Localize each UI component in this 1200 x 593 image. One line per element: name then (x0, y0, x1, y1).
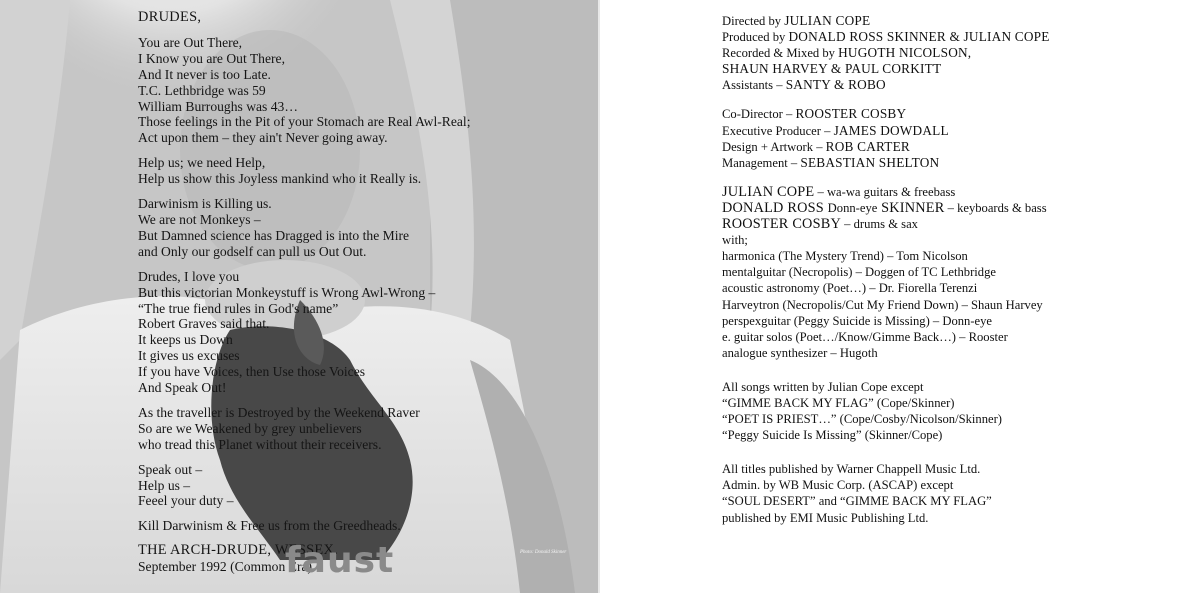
member-name: JULIAN COPE (722, 183, 815, 200)
stanza (138, 35, 578, 146)
stanza (138, 518, 578, 534)
credit-line (722, 77, 1182, 93)
guest-line: e. guitar solos (Poet…/Know/Gimme Back…) – Rooster (722, 329, 1008, 344)
credit-role: Design + Artwork – (722, 139, 826, 154)
credit-name: SEBASTIAN SHELTON (800, 154, 940, 170)
credit-role: Directed by (722, 14, 785, 28)
manifesto-line: Drudes, I love you (138, 268, 240, 284)
guest-line: analogue synthesizer – Hugoth (722, 345, 878, 360)
with-label: with; (722, 233, 748, 248)
manifesto-line: Help us – (138, 477, 191, 493)
credit-name: JULIAN COPE (784, 13, 871, 28)
left-panel (0, 0, 598, 593)
manifesto-line: We are not Monkeys – (138, 211, 261, 227)
manifesto-line: Feeel your duty – (138, 493, 234, 509)
guest-line: perspexguitar (Peggy Suicide is Missing) – Donn-eye (722, 313, 993, 328)
signature-date: September 1992 (Common Era) (138, 559, 313, 575)
band-credits (722, 184, 1182, 361)
manifesto-line: William Burroughs was 43… (138, 98, 298, 114)
member-role: – drums & sax (841, 217, 918, 232)
songwriting-line: “Peggy Suicide Is Missing” (Skinner/Cope) (722, 428, 943, 443)
photo-credit: Photo: Donald Skinner (520, 550, 567, 555)
manifesto-line: Speak out – (138, 461, 203, 477)
credit-line (722, 45, 1182, 61)
manifesto-line: But Damned science has Dragged is into the Mire (138, 227, 410, 243)
stanza (138, 155, 578, 187)
manifesto-line: Darwinism is Killing us. (138, 196, 272, 212)
stanza (138, 462, 578, 510)
manifesto-line: It gives us excuses (138, 348, 240, 364)
credit-role: Produced by (722, 30, 789, 45)
guest-line: Harveytron (Necropolis/Cut My Friend Down) – Shaun Harvey (722, 297, 1043, 312)
role-credits (722, 106, 1182, 170)
manifesto-line: And Speak Out! (138, 380, 227, 396)
crew-credits (722, 13, 1182, 93)
right-panel (600, 0, 1200, 593)
manifesto-line: T.C. Lethbridge was 59 (138, 82, 266, 98)
band-member (722, 184, 1182, 200)
credit-name: DONALD ROSS SKINNER & JULIAN COPE (788, 29, 1050, 45)
manifesto-line: You are Out There, (138, 34, 243, 50)
member-name: DONALD ROSS (722, 199, 828, 216)
publishing-line: published by EMI Music Publishing Ltd. (722, 510, 929, 525)
publishing-line: All titles published by Warner Chappell Music Ltd. (722, 462, 981, 477)
credit-line (722, 123, 1182, 139)
credit-role: Management – (722, 155, 801, 170)
manifesto-line: Those feelings in the Pit of your Stomach are Real Awl-Real; (138, 114, 471, 130)
publishing-line: Admin. by WB Music Corp. (ASCAP) except (722, 478, 954, 493)
credit-role: Recorded & Mixed by (722, 46, 839, 61)
credit-name: HUGOTH NICOLSON, (838, 45, 972, 61)
manifesto-line: It keeps us Down (138, 332, 233, 348)
songwriting-line: All songs written by Julian Cope except (722, 379, 924, 394)
manifesto-line: And It never is too Late. (138, 66, 271, 82)
credits-text (722, 13, 1182, 539)
manifesto-line: Robert Graves said that. (138, 316, 270, 332)
manifesto-line: As the traveller is Destroyed by the Weekend Raver (138, 404, 420, 420)
guest-line: acoustic astronomy (Poet…) – Dr. Fiorella Terenzi (722, 281, 978, 296)
manifesto-line: Act upon them – they ain't Never going away. (138, 130, 388, 146)
manifesto-line: I Know you are Out There, (138, 50, 285, 66)
stanza (138, 196, 578, 260)
member-name: SKINNER (877, 199, 945, 216)
credit-line (722, 155, 1182, 171)
credit-role: Assistants – (722, 78, 786, 93)
guest-line: mentalguitar (Necropolis) – Doggen of TC Lethbridge (722, 265, 996, 280)
stanza (138, 269, 578, 396)
credit-name: ROOSTER COSBY (795, 106, 907, 122)
credit-line (722, 13, 1182, 29)
manifesto-heading: DRUDES, (138, 9, 202, 25)
band-member (722, 216, 1182, 232)
member-role: – wa-wa guitars & freebass (814, 184, 956, 199)
publishing-line: “SOUL DESERT” and “GIMME BACK MY FLAG” (722, 494, 992, 509)
publishing-credits (722, 461, 1182, 525)
manifesto-line: But this victorian Monkeystuff is Wrong Awl-Wrong – (138, 284, 436, 300)
member-name: ROOSTER COSBY (722, 216, 841, 233)
manifesto-line: Help us show this Joyless mankind who it Really is. (138, 171, 422, 187)
credit-line (722, 29, 1182, 45)
manifesto-line: Help us; we need Help, (138, 155, 266, 171)
guest-line: harmonica (The Mystery Trend) – Tom Nicolson (722, 249, 968, 264)
manifesto-line: and Only our godself can pull us Out Out. (138, 243, 367, 259)
songwriting-line: “GIMME BACK MY FLAG” (Cope/Skinner) (722, 395, 955, 410)
songwriting-credits (722, 379, 1182, 443)
manifesto-line: So are we Weakened by grey unbelievers (138, 420, 362, 436)
credit-name: SHAUN HARVEY & PAUL CORKITT (722, 61, 942, 77)
credit-name: ROB CARTER (825, 138, 910, 154)
credit-line (722, 139, 1182, 155)
manifesto-line: Kill Darwinism & Free us from the Greedheads. (138, 518, 401, 534)
credit-line (722, 106, 1182, 122)
credit-name: SANTY & ROBO (785, 77, 886, 93)
shirt-print-text: faust (285, 540, 395, 581)
songwriting-line: “POET IS PRIEST…” (Cope/Cosby/Nicolson/Skinner) (722, 412, 1002, 427)
member-role: – keyboards & bass (944, 200, 1047, 215)
credit-name: JAMES DOWDALL (833, 122, 949, 138)
manifesto-line: If you have Voices, then Use those Voices (138, 364, 366, 380)
credit-role: Executive Producer – (722, 123, 834, 138)
stanza (138, 405, 578, 453)
member-nickname: Donn-eye (827, 200, 878, 215)
band-member (722, 200, 1182, 216)
signature-name: THE ARCH-DRUDE, WESSEX. (138, 542, 339, 559)
manifesto-line: who tread this Planet without their receivers. (138, 436, 382, 452)
manifesto-line: “The true fiend rules in God's name” (138, 300, 339, 316)
manifesto-text (138, 10, 578, 584)
credit-line (722, 61, 1182, 77)
credit-role: Co-Director – (722, 107, 796, 122)
